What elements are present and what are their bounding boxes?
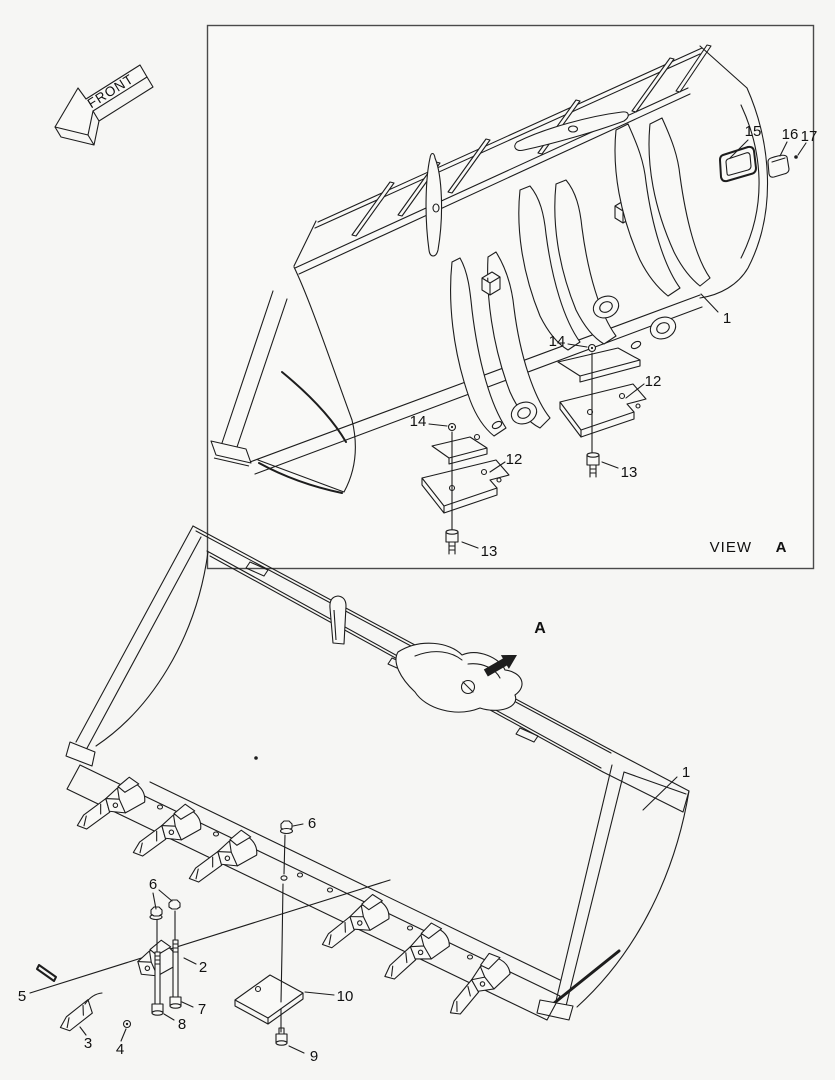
left-panel-curve [96, 552, 208, 746]
view-caption-letter: A [775, 539, 787, 556]
floor-dot [254, 756, 258, 760]
callout-1: 1 [722, 310, 732, 327]
tooth-1 [68, 774, 148, 832]
nut-6-upper [281, 821, 293, 834]
callout-4: 4 [115, 1041, 125, 1058]
callout-16: 16 [781, 126, 799, 143]
front-direction-arrow [55, 65, 153, 145]
callout-2: 2 [198, 959, 208, 976]
empty-tooth-hole [281, 876, 287, 880]
right-corner-shoe [537, 1000, 573, 1020]
front-arrow-label: FRONT [84, 71, 137, 112]
callout-7: 7 [197, 1001, 207, 1018]
right-panel-outer-curve [577, 791, 689, 1007]
callout-13-left: 13 [480, 543, 498, 560]
nut-6-hex [169, 900, 180, 909]
callout-14: 14 [548, 333, 566, 350]
callout-8: 8 [177, 1016, 187, 1033]
rail-slots [246, 562, 538, 742]
rail-hook-post [330, 596, 346, 644]
callout-9: 9 [309, 1048, 319, 1065]
section-arrow-letter: A [534, 620, 546, 637]
callout-6-left: 6 [148, 876, 158, 893]
left-edge [76, 526, 201, 750]
callout-10: 10 [336, 988, 354, 1005]
callout-12: 12 [644, 373, 662, 390]
callout-17: 17 [800, 128, 818, 145]
pin-5 [37, 965, 56, 981]
callout-5: 5 [17, 988, 27, 1005]
rivet-17 [794, 155, 798, 159]
left-corner-shoe [66, 742, 95, 766]
callout-14-left: 14 [409, 413, 427, 430]
floor-seam [150, 782, 560, 980]
view-a-caption [710, 539, 787, 556]
bucket-front-drawing [18, 526, 690, 1065]
latch-bracket [396, 643, 522, 712]
view-a-inset [208, 26, 818, 569]
tooth-5 [373, 920, 452, 984]
tooth-2 [124, 801, 204, 859]
right-panel-leg [556, 765, 686, 1006]
tooth-point-3 [55, 1000, 97, 1034]
tooth-6 [436, 949, 513, 1019]
wear-plate-10 [235, 950, 303, 1024]
callout-1: 1 [681, 764, 691, 781]
callout-13: 13 [620, 464, 638, 481]
washer-4 [124, 1021, 131, 1028]
callout-6-upper: 6 [307, 815, 317, 832]
callout-12-left: 12 [505, 451, 523, 468]
tooth-3 [180, 827, 260, 885]
callout-15: 15 [744, 123, 762, 140]
view-caption-word: VIEW [709, 539, 752, 556]
callout-3: 3 [83, 1035, 93, 1052]
section-arrow [482, 620, 546, 680]
